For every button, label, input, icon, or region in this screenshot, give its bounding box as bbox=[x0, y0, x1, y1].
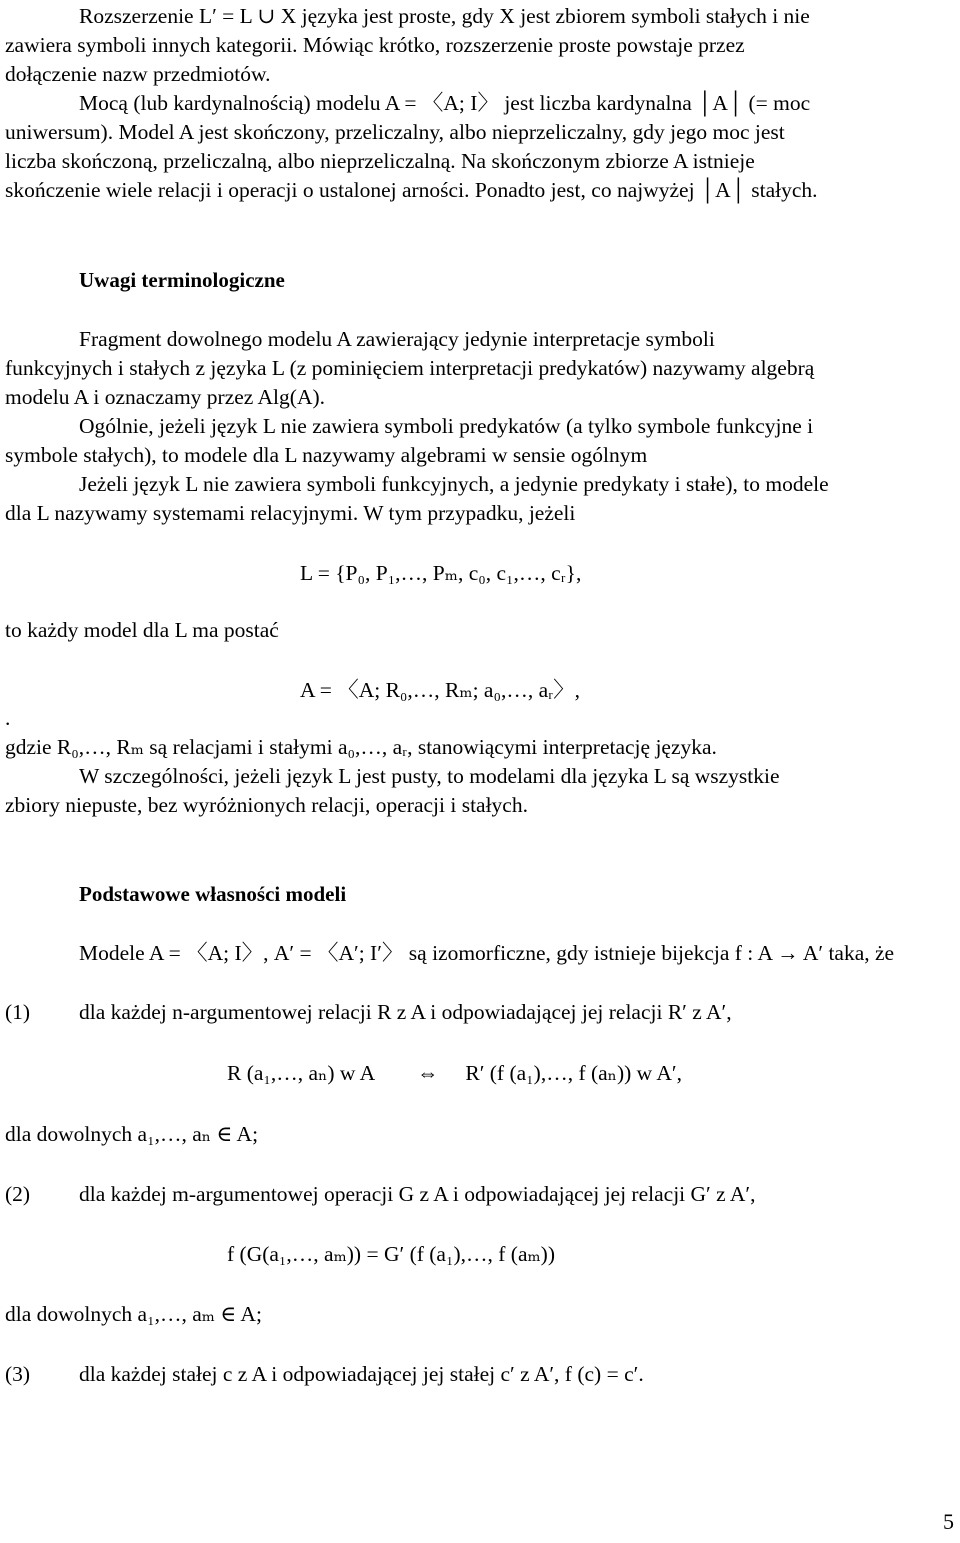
formula-language: L = {P₀, P₁,…, Pₘ, c₀, c₁,…, cᵣ}, bbox=[300, 561, 582, 585]
text-line: gdzie R₀,…, Rₘ są relacjami i stałymi a₀,…, aᵣ, stanowiącymi interpretację języka. bbox=[5, 735, 717, 759]
formula-model: A = 〈A; R₀,…, Rₘ; a₀,…, aᵣ〉, bbox=[300, 678, 580, 702]
text-line: dla L nazywamy systemami relacyjnymi. W tym przypadku, jeżeli bbox=[5, 501, 576, 525]
text-line: dołączenie nazw przedmiotów. bbox=[5, 62, 271, 86]
text-line: liczba skończoną, przeliczalną, albo nieprzeliczalną. Na skończonym zbiorze A istnieje bbox=[5, 149, 755, 173]
item-number: (1) bbox=[5, 1000, 31, 1024]
formula-relation: R (a₁,…, aₙ) w A ⇔ R′ (f (a₁),…, f (aₙ)) w A′, bbox=[227, 1061, 682, 1085]
item-text: dla każdej stałej c z A i odpowiadającej jej stałej c′ z A′, f (c) = c′. bbox=[79, 1362, 644, 1386]
text-line: dla dowolnych a₁,…, aₙ ∈ A; bbox=[5, 1122, 259, 1146]
text-line: Ogólnie, jeżeli język L nie zawiera symboli predykatów (a tylko symbole funkcyjne i bbox=[79, 414, 814, 438]
text-line: symbole stałych), to modele dla L nazywamy algebrami w sensie ogólnym bbox=[5, 443, 648, 467]
section-heading-properties: Podstawowe własności modeli bbox=[79, 882, 347, 906]
text-line: Modele A = 〈A; I〉, A′ = 〈A′; I′〉 są izomorficzne, gdy istnieje bijekcja f : A → A′ taka, że bbox=[79, 941, 895, 965]
item-number: (2) bbox=[5, 1182, 31, 1206]
text-line: modelu A i oznaczamy przez Alg(A). bbox=[5, 385, 326, 409]
item-number: (3) bbox=[5, 1362, 31, 1386]
text-line: to każdy model dla L ma postać bbox=[5, 618, 279, 642]
text-line: zbiory niepuste, bez wyróżnionych relacji, operacji i stałych. bbox=[5, 793, 528, 817]
text-line: uniwersum). Model A jest skończony, przeliczalny, albo nieprzeliczalny, gdy jego moc jest bbox=[5, 120, 785, 144]
text-line: Fragment dowolnego modelu A zawierający jedynie interpretacje symboli bbox=[79, 327, 715, 351]
text-line: skończenie wiele relacji i operacji o ustalonej arności. Ponadto jest, co najwyżej │A│ stałych. bbox=[5, 178, 818, 202]
stray-dot: . bbox=[5, 706, 11, 730]
item-text: dla każdej n-argumentowej relacji R z A i odpowiadającej jej relacji R′ z A′, bbox=[79, 1000, 732, 1024]
item-text: dla każdej m-argumentowej operacji G z A i odpowiadającej jej relacji G′ z A′, bbox=[79, 1182, 756, 1206]
text-line: Rozszerzenie L′ = L ∪ X języka jest proste, gdy X jest zbiorem symboli stałych i nie bbox=[79, 4, 810, 28]
text-line: dla dowolnych a₁,…, aₘ ∈ A; bbox=[5, 1302, 262, 1326]
text-line: funkcyjnych i stałych z języka L (z pominięciem interpretacji predykatów) nazywamy algebrą bbox=[5, 356, 815, 380]
text-line: zawiera symboli innych kategorii. Mówiąc krótko, rozszerzenie proste powstaje przez bbox=[5, 33, 745, 57]
page-number: 5 bbox=[943, 1509, 954, 1534]
text-line: Jeżeli język L nie zawiera symboli funkcyjnych, a jedynie predykaty i stałe), to modele bbox=[79, 472, 829, 496]
formula-operation: f (G(a₁,…, aₘ)) = G′ (f (a₁),…, f (aₘ)) bbox=[227, 1242, 555, 1266]
text-line: Mocą (lub kardynalnością) modelu A = 〈A; I〉 jest liczba kardynalna │A│ (= moc bbox=[79, 91, 811, 115]
section-heading-terminology: Uwagi terminologiczne bbox=[79, 268, 285, 292]
text-line: W szczególności, jeżeli język L jest pusty, to modelami dla języka L są wszystkie bbox=[79, 764, 780, 788]
